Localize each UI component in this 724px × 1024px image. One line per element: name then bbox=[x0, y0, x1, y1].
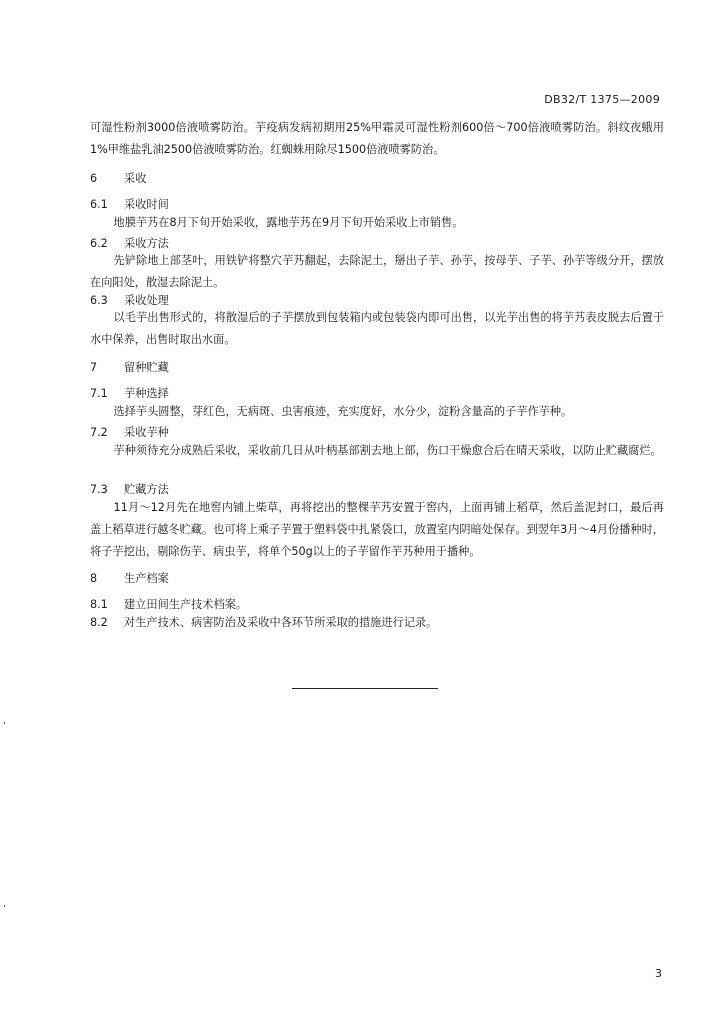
clause-number: 8.2 bbox=[90, 616, 108, 629]
clause-8-2 bbox=[90, 612, 664, 634]
clause-title: 采收处理 bbox=[124, 294, 169, 307]
section-number: 8 bbox=[90, 572, 98, 585]
clause-number: 6.3 bbox=[90, 294, 108, 307]
standard-number: DB32/T 1375—2009 bbox=[544, 93, 660, 106]
clause-title: 建立田间生产技术档案。 bbox=[124, 598, 248, 611]
section-title: 留种贮藏 bbox=[124, 361, 169, 374]
continuation-paragraph: 可湿性粉剂3000倍液喷雾防治。芋疫病发病初期用25%甲霜灵可湿性粉剂600倍～700倍液喷雾防治。斜纹夜蛾用1%甲维盐乳油2500倍液喷雾防治。红蜘蛛用除尽1500倍液喷雾防治。 bbox=[90, 121, 664, 156]
clause-number: 7.3 bbox=[90, 483, 108, 496]
clause-title: 对生产技术、病害防治及采收中各环节所采取的措施进行记录。 bbox=[124, 616, 438, 629]
clause-number: 7.1 bbox=[90, 387, 108, 400]
section-heading-7 bbox=[90, 357, 664, 379]
clause-number: 8.1 bbox=[90, 598, 108, 611]
clause-text-7-1: 选择芋头圆整，芽红色，无病斑、虫害痕迹，充实度好，水分少，淀粉含量高的子芋作芋种。 bbox=[113, 405, 573, 418]
section-title: 生产档案 bbox=[124, 572, 169, 585]
clause-title: 采收时间 bbox=[124, 198, 169, 211]
section-title: 采收 bbox=[124, 172, 147, 185]
section-number: 6 bbox=[90, 172, 98, 185]
clause-text-7-2: 芋种须待充分成熟后采收，采收前几日从叶柄基部割去地上部，伤口干燥愈合后在晴天采收，以防止贮藏腐烂。 bbox=[113, 444, 662, 457]
clause-text-6-3: 以毛芋出售形式的，将散湿后的子芋摆放到包装箱内或包装袋内即可出售，以光芋出售的将芋艿表皮脱去后置于水中保养，出售时取出水面。 bbox=[90, 311, 664, 346]
scan-speck bbox=[4, 722, 5, 724]
clause-title: 贮藏方法 bbox=[124, 483, 169, 496]
end-rule bbox=[292, 688, 438, 689]
clause-text-6-1: 地膜芋艿在8月下旬开始采收，露地芋艿在9月下旬开始采收上市销售。 bbox=[113, 216, 464, 229]
clause-number: 6.2 bbox=[90, 237, 108, 250]
clause-text-7-3: 11月～12月先在地窖内铺上柴草，再将挖出的整棵芋艿安置于窖内，上面再铺上稻草，然后盖泥封口，最后再盖上稻草进行越冬贮藏。也可将上乘子芋置于塑料袋中扎紧袋口，放置室内阴暗处保存。到翌年3月～4月份播种时，将子芋挖出，剔除伤芋、病虫芋，将单个50g以上的子芋留作芋艿种用于播种。 bbox=[90, 501, 664, 558]
section-heading-8 bbox=[90, 568, 664, 590]
clause-title: 采收方法 bbox=[124, 237, 169, 250]
section-number: 7 bbox=[90, 361, 98, 374]
clause-title: 采收芋种 bbox=[124, 426, 169, 439]
clause-title: 芋种选择 bbox=[124, 387, 169, 400]
clause-text-6-2: 先铲除地上部茎叶，用铁铲将整穴芋艿翻起，去除泥土，掰出子芋、孙芋，按母芋、子芋、孙芋等级分开，摆放在向阳处，散湿去除泥土。 bbox=[90, 254, 664, 289]
page-number: 3 bbox=[655, 967, 662, 980]
scan-speck bbox=[4, 905, 5, 907]
clause-number: 7.2 bbox=[90, 426, 108, 439]
clause-number: 6.1 bbox=[90, 198, 108, 211]
section-heading-6 bbox=[90, 168, 664, 190]
